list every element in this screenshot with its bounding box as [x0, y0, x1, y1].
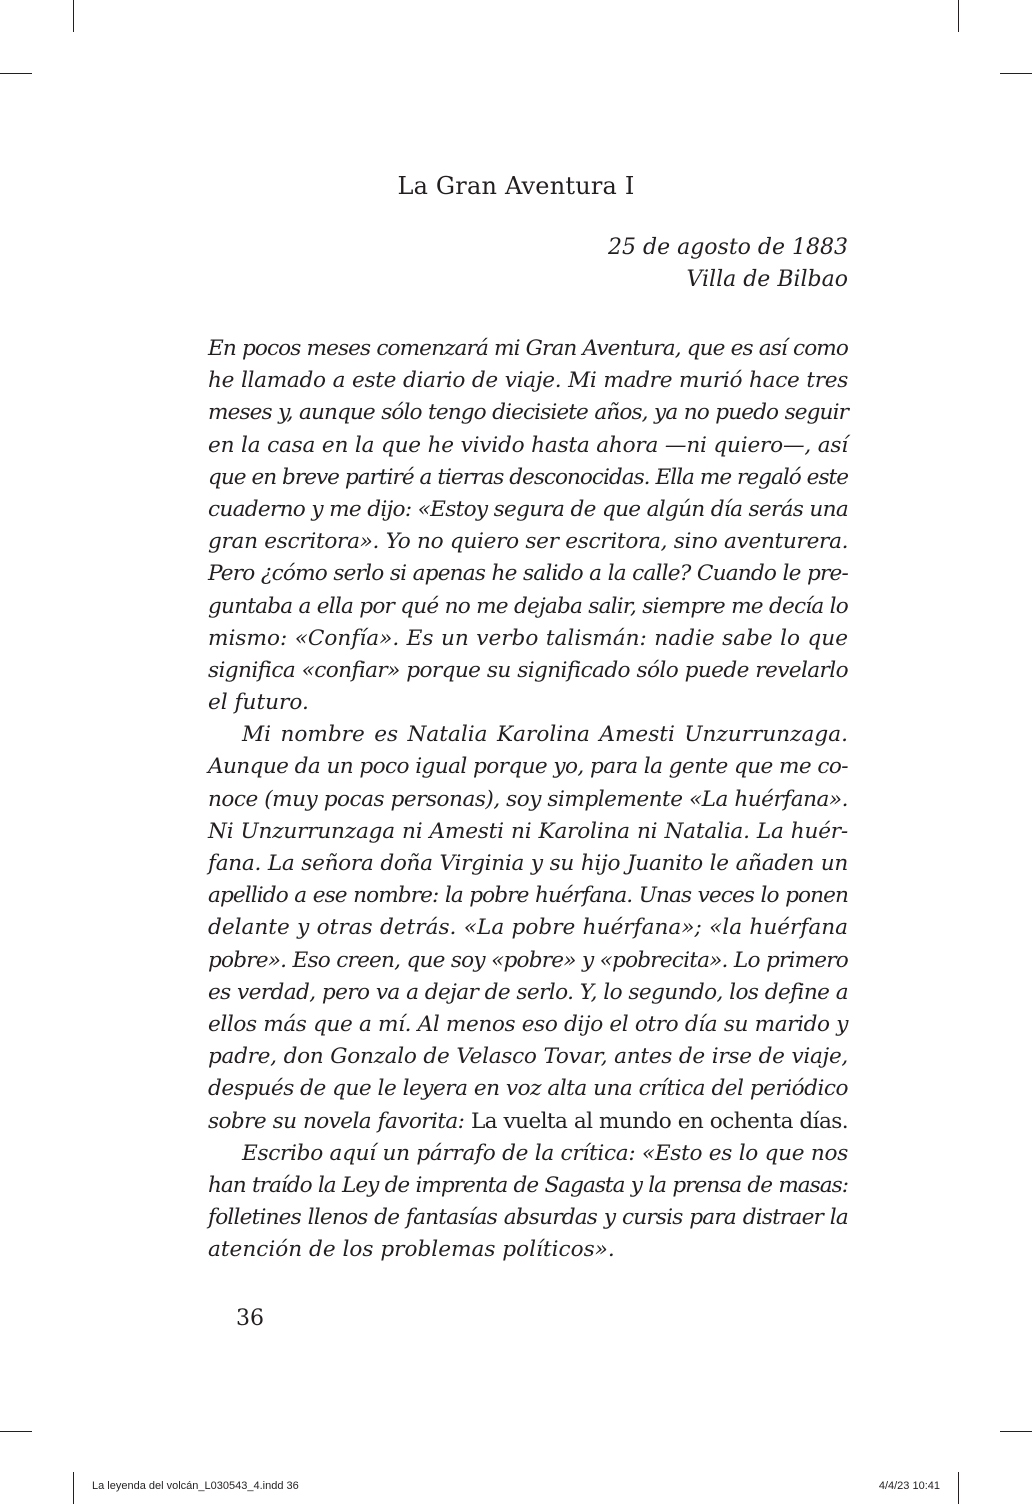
text-line: gran escritora». Yo no quiero ser escritora, sino aventurera. [208, 529, 849, 555]
text-line: Mi nombre es Natalia Karolina Amesti Unzurrunzaga. [242, 722, 848, 748]
text-line: Aunque da un poco igual porque yo, para la gente que me co- [208, 754, 848, 780]
chapter-title: La Gran Aventura I [397, 172, 635, 200]
text-line: noce (muy pocas personas), soy simplemente «La huérfana». [208, 786, 848, 812]
text-line: es verdad, pero va a dejar de serlo. Y, lo segundo, los define a [208, 979, 848, 1005]
book-title: La vuelta al mundo en ochenta días. [470, 1108, 848, 1134]
text-line: Pero ¿cómo serlo si apenas he salido a la calle? Cuando le pre- [208, 561, 848, 587]
dateline [520, 232, 848, 296]
crop-mark-bottom-right [958, 1472, 959, 1504]
crop-mark-left-top [0, 73, 32, 74]
text-line: apellido a ese nombre: la pobre huérfana. Unas veces lo ponen [208, 883, 848, 909]
dateline-date: 25 de agosto de 1883 [608, 235, 848, 260]
text-line: significa «confiar» porque su significado sólo puede revelarlo [208, 657, 848, 683]
text-line: que en breve partiré a tierras desconocidas. Ella me regaló este [208, 464, 848, 490]
text-line: Escribo aquí un párrafo de la crítica: «Esto es lo que nos [242, 1140, 848, 1166]
text-line: han traído la Ley de imprenta de Sagasta y la prensa de masas: [208, 1172, 848, 1198]
text-line: cuaderno y me dijo: «Estoy segura de que algún día serás una [208, 496, 848, 522]
text-line: pobre». Eso creen, que soy «pobre» y «pobrecita». Lo primero [208, 947, 848, 973]
text-line: después de que le leyera en voz alta una crítica del periódico [208, 1076, 848, 1102]
crop-mark-right-top [1000, 73, 1032, 74]
text-line: padre, don Gonzalo de Velasco Tovar, antes de irse de viaje, [208, 1044, 848, 1070]
text-line: en la casa en la que he vivido hasta ahora —ni quiero—, así [208, 432, 848, 458]
text-line: el futuro. [208, 690, 309, 716]
body-text [208, 333, 848, 1266]
text-line: fana. La señora doña Virginia y su hijo Juanito le añaden un [208, 851, 848, 876]
text-line: mismo: «Confía». Es un verbo talismán: nadie sabe lo que [208, 625, 848, 651]
text-line: he llamado a este diario de viaje. Mi madre murió hace tres [208, 368, 848, 394]
crop-mark-top-left [73, 0, 74, 32]
slug-file-name: La leyenda del volcán_L030543_4.indd 36 [92, 1480, 299, 1492]
text-line: Ni Unzurrunzaga ni Amesti ni Karolina ni Natalia. La huér- [208, 818, 848, 844]
crop-mark-bottom-left [73, 1472, 74, 1504]
crop-mark-right-bottom [1000, 1431, 1032, 1432]
page-number: 36 [236, 1306, 264, 1331]
dateline-place: Villa de Bilbao [686, 267, 848, 292]
text-line: meses y, aunque sólo tengo diecisiete años, ya no puedo seguir [208, 400, 848, 426]
text-line-mixed [208, 1106, 848, 1138]
text-line: En pocos meses comenzará mi Gran Aventura, que es así como [208, 336, 848, 361]
text-line: atención de los problemas políticos». [208, 1237, 615, 1263]
slug-timestamp: 4/4/23 10:41 [878, 1480, 940, 1492]
text-line: delante y otras detrás. «La pobre huérfana»; «la huérfana [208, 915, 848, 941]
crop-mark-left-bottom [0, 1431, 32, 1432]
text-line: folletines llenos de fantasías absurdas y cursis para distraer la [208, 1205, 848, 1231]
crop-mark-top-right [958, 0, 959, 32]
text-line: ellos más que a mí. Al menos eso dijo el otro día su marido y [208, 1011, 848, 1037]
text-line: guntaba a ella por qué no me dejaba salir, siempre me decía lo [208, 593, 848, 619]
text-italic-run: sobre su novela favorita: [208, 1108, 465, 1134]
